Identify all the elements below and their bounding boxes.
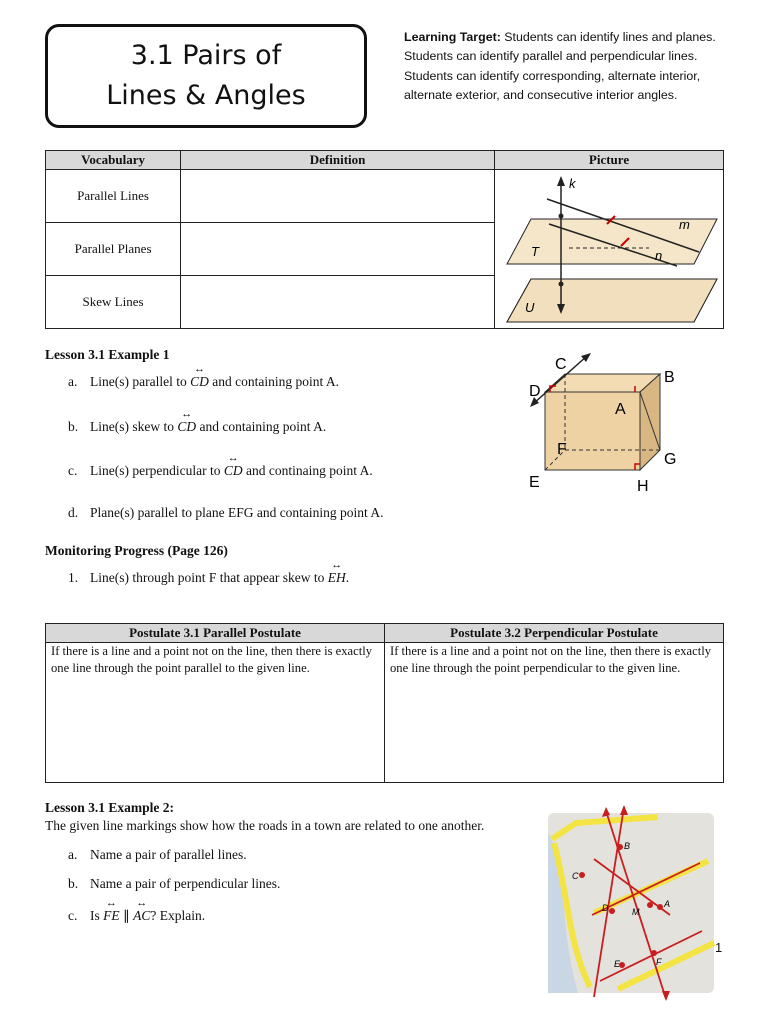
point-m — [647, 902, 653, 908]
item-label: c. — [68, 463, 78, 478]
label-n: n — [655, 248, 663, 263]
label-k: k — [569, 176, 576, 191]
label-f: F — [557, 441, 567, 458]
label-m: m — [679, 217, 690, 232]
label-f: F — [656, 957, 662, 967]
postulate-3-2-header: Postulate 3.2 Perpendicular Postulate — [385, 624, 724, 643]
picture-header: Picture — [495, 151, 724, 170]
label-u: U — [525, 300, 535, 315]
label-c: C — [572, 871, 579, 881]
picture-cell — [495, 170, 724, 329]
item-label: c. — [68, 908, 78, 923]
label-a: A — [664, 899, 671, 909]
point-d — [609, 908, 615, 914]
point — [559, 282, 564, 287]
example2-item-a — [68, 847, 247, 863]
line-cd-vector: ↔ CD — [190, 374, 209, 390]
learning-target — [404, 28, 729, 105]
example1-item-b — [68, 419, 326, 435]
item-text: Plane(s) parallel to plane EFG and containing point A. — [90, 505, 384, 520]
learning-target-label: Learning Target: — [404, 30, 501, 44]
page-number: 1 — [715, 940, 723, 955]
item-label: a. — [68, 847, 78, 862]
item-text: Name a pair of parallel lines. — [90, 847, 247, 862]
line-cd-vector: ↔ CD — [177, 419, 196, 435]
example1-item-c — [68, 463, 373, 479]
example2-heading: Lesson 3.1 Example 2: — [45, 800, 175, 815]
postulate-3-1-header: Postulate 3.1 Parallel Postulate — [46, 624, 385, 643]
item-text: ? Explain. — [150, 908, 206, 923]
town-map-figure — [538, 803, 723, 1003]
label-d: D — [529, 383, 541, 400]
learning-target-text: Students can identify lines and planes. Students can identify parallel and perpendicular lines. Students can identify corresponding, alternate interior, alternate exterior, and consecutive interior angles. — [404, 30, 716, 102]
label-e: E — [529, 474, 540, 491]
postulates-table — [45, 623, 724, 783]
line-ac-vector: ↔ AC — [133, 908, 150, 924]
item-text: Name a pair of perpendicular lines. — [90, 876, 281, 891]
cube-figure — [525, 352, 685, 494]
vocab-term: Skew Lines — [46, 276, 181, 329]
item-label: d. — [68, 505, 79, 520]
point — [559, 214, 564, 219]
example2-item-b — [68, 876, 280, 892]
example2-intro: The given line markings show how the roads in a town are related to one another. — [45, 818, 485, 833]
title-box — [45, 24, 367, 128]
parallel-planes-figure — [499, 174, 723, 324]
definition-header: Definition — [181, 151, 495, 170]
arrow — [662, 991, 670, 1001]
monitoring-heading: Monitoring Progress (Page 126) — [45, 543, 228, 558]
title-line-1: 3.1 Pairs of — [130, 40, 282, 71]
definition-cell[interactable] — [181, 223, 495, 276]
label-e: E — [614, 959, 621, 969]
label-t: T — [531, 244, 539, 259]
point-f — [651, 950, 657, 956]
example1-item-a — [68, 374, 339, 390]
label-a: A — [615, 401, 626, 418]
point-c — [579, 872, 585, 878]
item-text: . — [345, 570, 350, 585]
item-label: 1. — [68, 570, 79, 585]
label-c: C — [555, 356, 567, 373]
definition-cell[interactable] — [181, 170, 495, 223]
item-text: ∥ — [119, 908, 134, 923]
postulate-3-1-text: If there is a line and a point not on the line, then there is exactly one line through the point parallel to the given line. — [46, 643, 385, 783]
cube-front-face — [545, 392, 640, 470]
title-line-2: Lines & Angles — [106, 80, 306, 111]
vocabulary-table — [45, 150, 724, 329]
plane-u-top — [507, 279, 717, 322]
monitoring-item-1 — [68, 570, 349, 586]
label-b: B — [624, 841, 631, 851]
label-m: M — [632, 907, 640, 917]
line-fe-vector: ↔ FE — [103, 908, 120, 924]
arrow-k-top — [557, 176, 565, 186]
line-cd-vector: ↔ CD — [224, 463, 243, 479]
item-label: a. — [68, 374, 78, 389]
label-d: D — [602, 903, 609, 913]
item-text: Line(s) through point F that appear skew to — [90, 570, 328, 585]
item-label: b. — [68, 419, 79, 434]
definition-cell[interactable] — [181, 276, 495, 329]
vocab-header: Vocabulary — [46, 151, 181, 170]
point-b — [617, 844, 623, 850]
vocab-term: Parallel Planes — [46, 223, 181, 276]
vocab-term: Parallel Lines — [46, 170, 181, 223]
item-text: Is — [90, 908, 104, 923]
label-b: B — [664, 369, 675, 386]
item-text: and containing point A. — [208, 374, 339, 389]
item-text: Line(s) perpendicular to — [90, 463, 224, 478]
label-g: G — [664, 451, 677, 468]
example2-item-c — [68, 908, 205, 924]
postulate-3-2-text: If there is a line and a point not on the line, then there is exactly one line through the point perpendicular to the given line. — [385, 643, 724, 783]
point-a — [657, 904, 663, 910]
line-eh-vector: ↔ EH — [328, 570, 346, 586]
item-label: b. — [68, 876, 79, 891]
item-text: Line(s) skew to — [90, 419, 178, 434]
item-text: Line(s) parallel to — [90, 374, 191, 389]
arrow — [620, 805, 628, 815]
item-text: and containing point A. — [196, 419, 327, 434]
label-h: H — [637, 478, 649, 494]
example1-item-d — [68, 505, 384, 521]
item-text: and continaing point A. — [242, 463, 373, 478]
example1-heading: Lesson 3.1 Example 1 — [45, 347, 170, 362]
